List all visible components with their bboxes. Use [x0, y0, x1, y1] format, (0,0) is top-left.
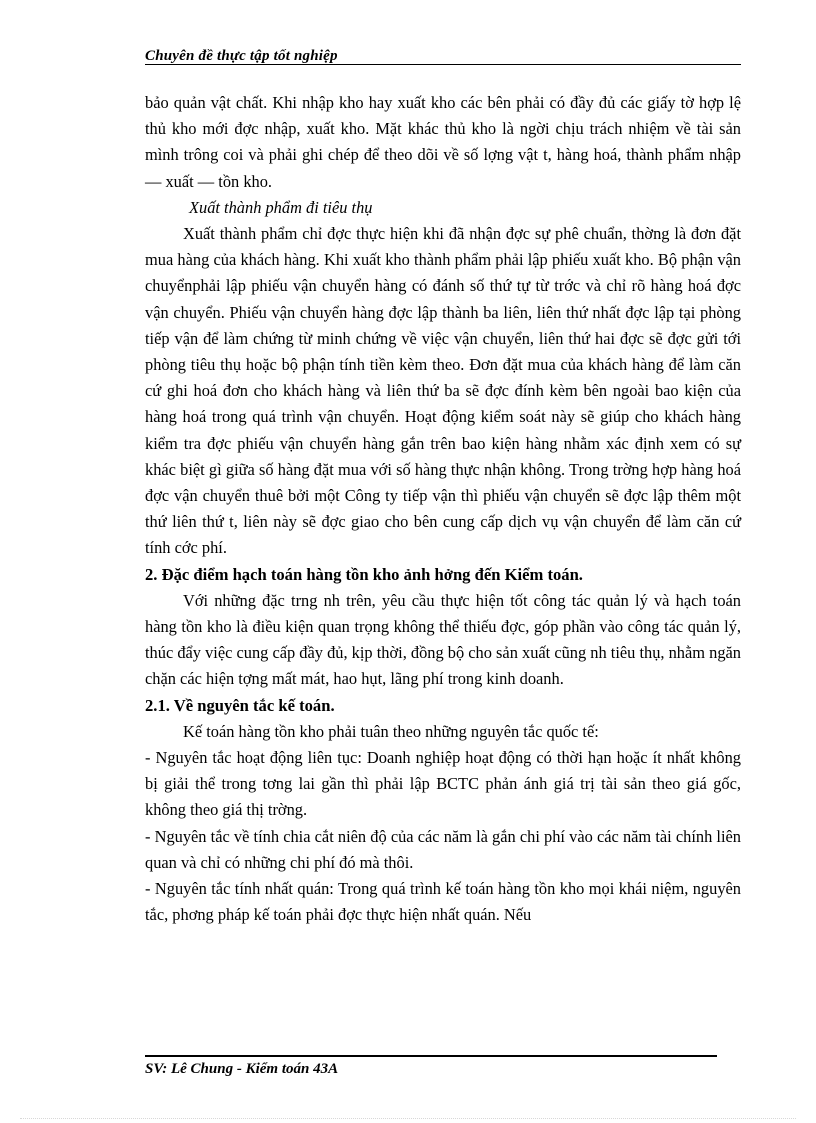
section-heading-2-1: 2.1. Về nguyên tắc kế toán. [145, 695, 335, 715]
bullet-consistency: - Nguyên tắc tính nhất quán: Trong quá trình kế toán hàng tồn kho mọi khái niệm, nguyên tắc, phơng pháp kế toán phải đợc thực hiện nhất quán. Nếu [145, 879, 741, 925]
paragraph-principles-intro: Kế toán hàng tồn kho phải tuân theo những nguyên tắc quốc tế: [183, 721, 599, 741]
paragraph-storage: bảo quản vật chất. Khi nhập kho hay xuất kho các bên phải có đầy đủ các giấy tờ hợp lệ thủ kho mới đợc nhập, xuất kho. Mặt khác thủ kho là ngời chịu trách nhiệm về tài sản mình trông coi và phải ghi chép để theo dõi về số lợng vật t, hàng hoá, thành phẩm nhập — xuất — tồn kho. [145, 93, 741, 191]
section-heading-2: 2. Đặc điểm hạch toán hàng tồn kho ảnh hởng đến Kiểm toán. [145, 564, 583, 584]
bullet-period-separation: - Nguyên tắc về tính chia cắt niên độ của các năm là gắn chi phí vào các năm tài chính liên quan và chỉ có những chi phí đó mà thôi. [145, 826, 741, 872]
footer-divider [145, 1055, 717, 1057]
document-body [145, 90, 741, 929]
paragraph-requirements: Với những đặc trng nh trên, yêu cầu thực hiện tốt công tác quản lý và hạch toán hàng tồn kho là điều kiện quan trọng không thể thiếu đợc, góp phần vào công tác quản lý, thúc đẩy việc cung cấp đầy đủ, kịp thời, đồng bộ cho sản xuất cũng nh tiêu thụ, nhằm ngăn chặn các hiện tợng mất mát, hao hụt, lãng phí trong kinh doanh. [145, 590, 741, 689]
page-footer-author: SV: Lê Chung - Kiểm toán 43A [145, 1061, 339, 1077]
page-bottom-border [20, 1118, 796, 1119]
header-divider [145, 64, 741, 65]
paragraph-export-process: Xuất thành phẩm chỉ đợc thực hiện khi đã nhận đợc sự phê chuẩn, thờng là đơn đặt mua hàng của khách hàng. Khi xuất kho thành phẩm phải lập phiếu xuất kho. Bộ phận vận chuyểnphải lập phiếu vận chuyển hàng có đánh số thứ tự từ trớc và chỉ rõ hàng hoá đợc vận chuyển. Phiếu vận chuyển hàng đợc lập thành ba liên, liên thứ nhất đợc lập tại phòng tiếp vận để làm chứng từ minh chứng về việc vận chuyển, liên thứ hai đợc sẽ đợc gửi tới phòng tiêu thụ hoặc bộ phận tính tiền kèm theo. Đơn đặt mua của khách hàng để làm căn cứ ghi hoá đơn cho khách hàng và liên thứ ba sẽ đợc đính kèm bên ngoài bao kiện của hàng hoá trong quá trình vận chuyển. Hoạt động kiểm soát này sẽ giúp cho khách hàng kiểm tra đợc phiếu vận chuyển hàng gắn trên bao kiện hàng nhằm xác định xem có sự khác biệt gì giữa số hàng đặt mua với số hàng thực nhận không. Trong trờng hợp hàng hoá đợc vận chuyển thuê bởi một Công ty tiếp vận thì phiếu vận chuyển sẽ đợc lập thêm một thứ liên thứ t, liên này sẽ đợc giao cho bên cung cấp dịch vụ vận chuyển để làm căn cứ tính cớc phí. [145, 224, 741, 558]
page-header-title: Chuyên đề thực tập tốt nghiệp [145, 48, 338, 64]
bullet-going-concern: - Nguyên tắc hoạt động liên tục: Doanh nghiệp hoạt động có thời hạn hoặc ít nhất không bị giải thể trong tơng lai gần thì phải lập BCTC phản ánh giá trị tài sản theo giá gốc, không theo giá thị trờng. [145, 748, 741, 820]
subheading-export-finished-goods: Xuất thành phẩm đi tiêu thụ [189, 197, 373, 217]
